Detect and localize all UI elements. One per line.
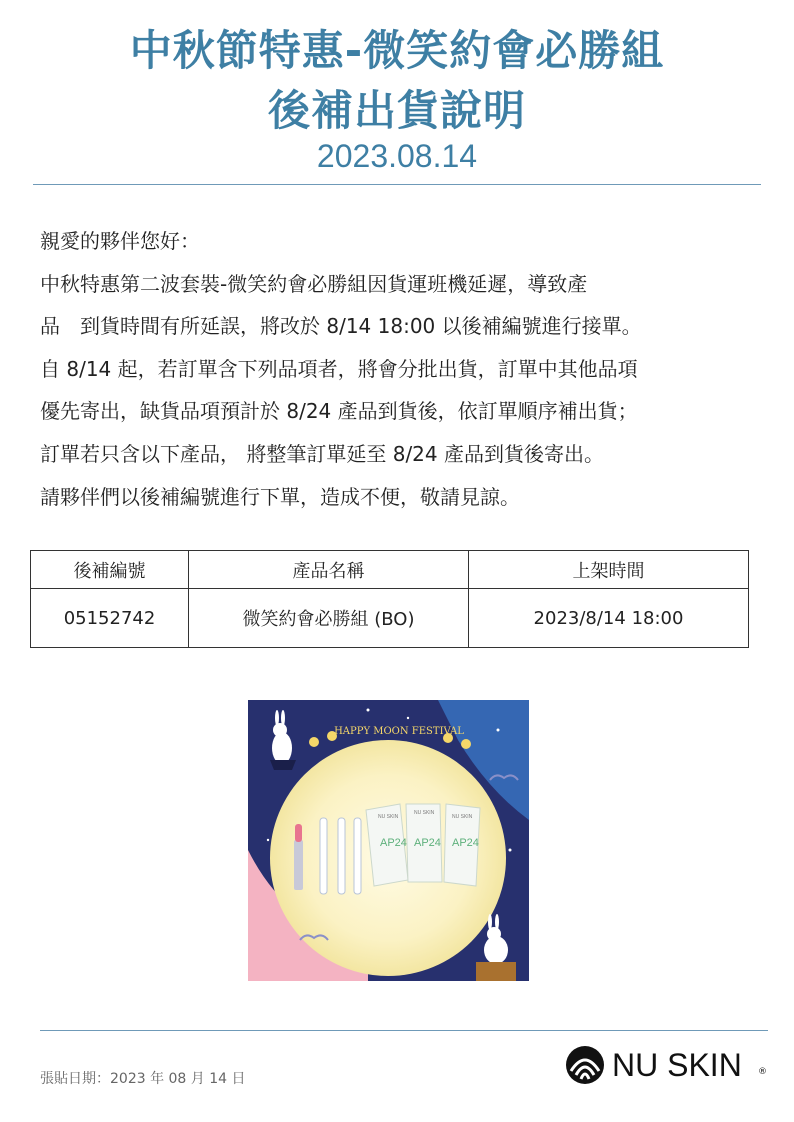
column-header-backorder-code: 後補編號	[31, 551, 189, 589]
promo-image	[248, 700, 529, 981]
body-line: 中秋特惠第二波套裝-微笑約會必勝組因貨運班機延遲，導致產	[40, 271, 588, 296]
body-line: 請夥伴們以後補編號進行下單，造成不便，敬請見諒。	[40, 484, 520, 509]
lip-balm-icon	[294, 824, 303, 890]
registered-mark: ®	[758, 1067, 767, 1077]
body-line: 親愛的夥伴您好：	[40, 229, 200, 253]
promo-banner-text: HAPPY MOON FESTIVAL	[334, 726, 464, 737]
body-line: 訂單若只含以下產品， 將整筆訂單延至 8/24 產品到貨後寄出。	[40, 441, 604, 466]
cell-product-name: 微笑約會必勝組 (BO)	[189, 589, 469, 648]
column-header-launch-time: 上架時間	[469, 551, 749, 589]
tube-label: AP24	[452, 837, 479, 849]
body-line: 自 8/14 起，若訂單含下列品項者，將會分批出貨，訂單中其他品項	[40, 356, 638, 381]
tube-label: AP24	[414, 837, 441, 849]
cell-launch-time: 2023/8/14 18:00	[469, 589, 749, 648]
nu-skin-emblem-icon	[565, 1045, 605, 1085]
table-header-row	[31, 551, 749, 589]
body-line: 品 到貨時間有所延誤，將改於 8/14 18:00 以後補編號進行接單。	[40, 314, 642, 339]
tube-brand: NU SKIN	[452, 814, 473, 820]
product-table	[30, 550, 749, 648]
footer-divider	[40, 1030, 768, 1031]
posted-date: 張貼日期：2023 年 08 月 14 日	[40, 1071, 246, 1087]
toothpaste-tube-icon	[366, 804, 480, 886]
tube-brand: NU SKIN	[414, 810, 435, 816]
notice-date: 2023.08.14	[316, 138, 478, 174]
logo-wordmark: NU SKIN	[612, 1047, 742, 1083]
title-line-2: 後補出貨說明	[267, 86, 526, 135]
title-line-1: 中秋節特惠-微笑約會必勝組	[129, 26, 665, 75]
tube-brand: NU SKIN	[378, 814, 399, 820]
toothbrush-icon	[320, 818, 361, 894]
column-header-product-name: 產品名稱	[189, 551, 469, 589]
body-line: 優先寄出，缺貨品項預計於 8/24 產品到貨後，依訂單順序補出貨；	[40, 399, 638, 424]
nu-skin-logo	[565, 1045, 765, 1087]
notice-body	[40, 220, 760, 518]
tube-label: AP24	[380, 837, 407, 849]
header-divider	[33, 184, 761, 185]
cell-backorder-code: 05152742	[31, 589, 189, 648]
table-row	[31, 589, 749, 648]
